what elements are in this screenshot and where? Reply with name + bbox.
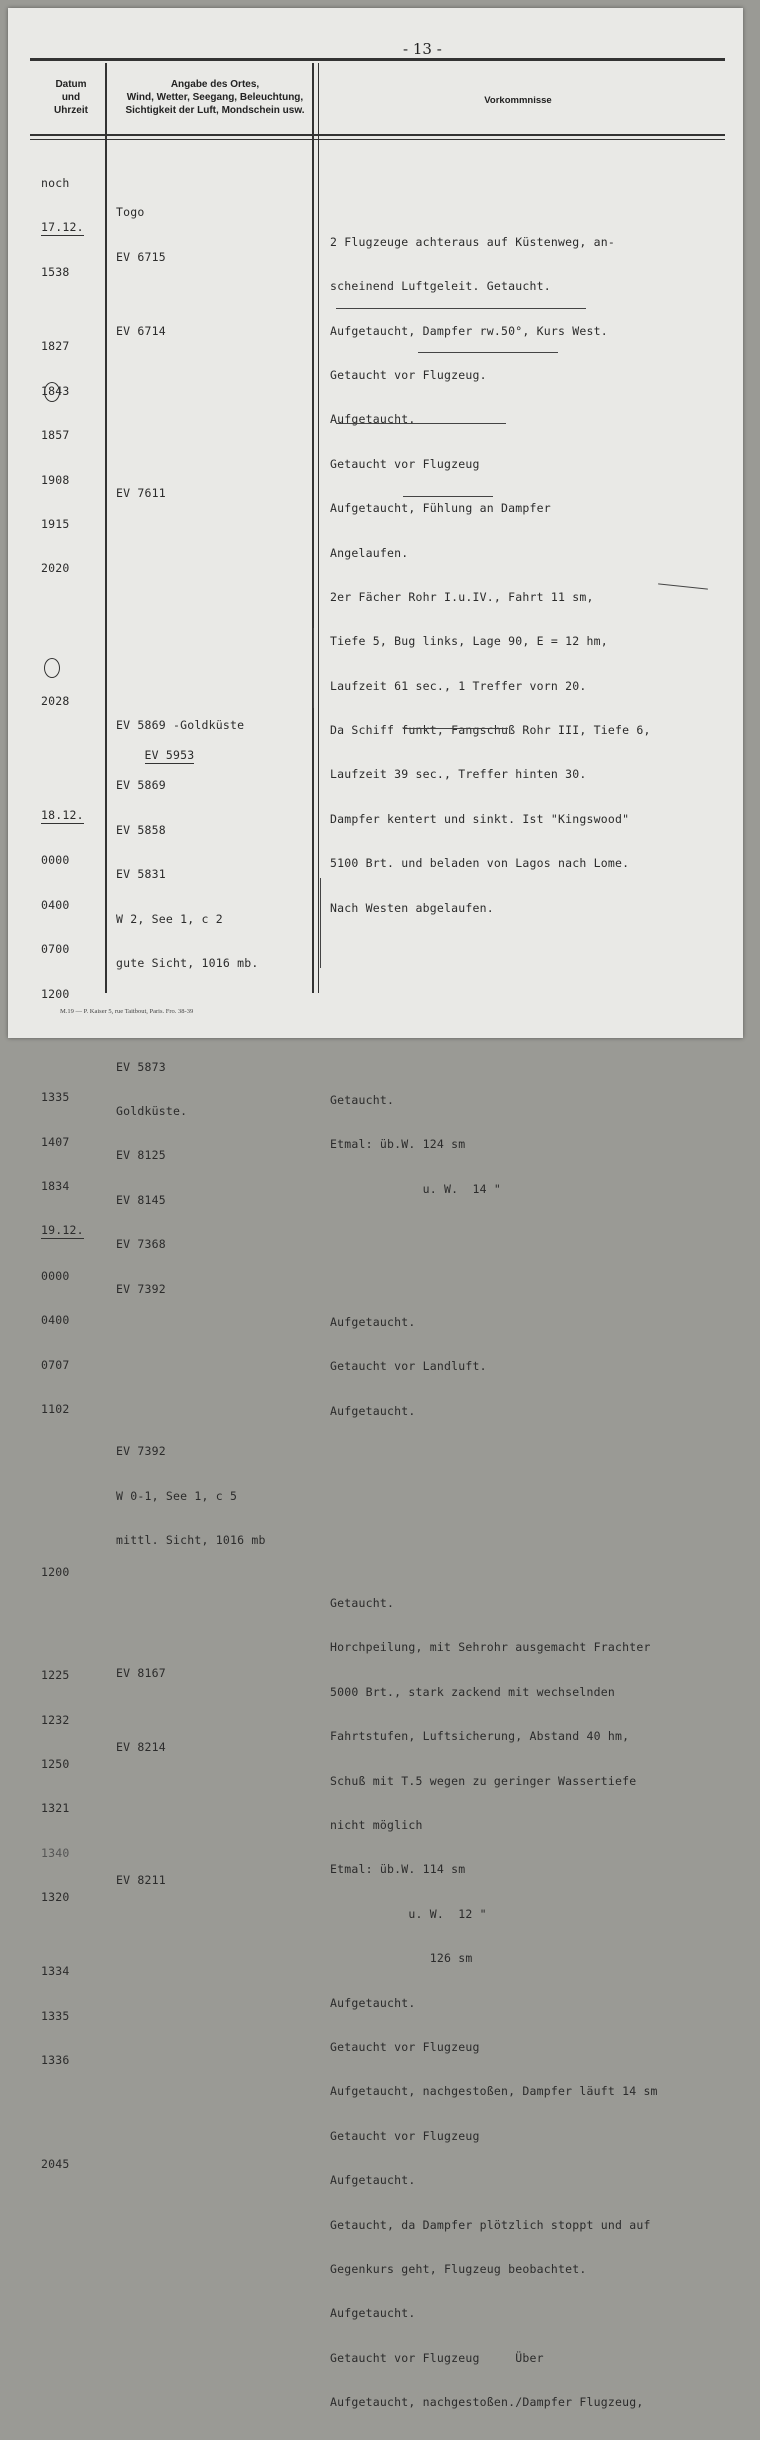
time-row: 0400 [41, 1313, 70, 1328]
time-row: 1225 [41, 1668, 70, 1683]
time-row: noch [41, 175, 70, 190]
punch-hole-mark [44, 382, 60, 402]
event-row: Aufgetaucht. [330, 2306, 416, 2321]
place-row: gute Sicht, 1016 mb. [116, 956, 259, 971]
time-row: 1538 [41, 265, 70, 280]
event-row: Getaucht vor Landluft. [330, 1359, 487, 1374]
place-row: EV 5873 [116, 1059, 166, 1074]
event-row: Getaucht vor Flugzeug [330, 2128, 480, 2143]
column-divider-2b [318, 63, 319, 993]
top-rule [30, 58, 725, 61]
time-row: 0400 [41, 897, 70, 912]
event-row: u. W. 14 " [330, 1181, 501, 1196]
event-row: Getaucht vor Flugzeug [330, 2040, 480, 2054]
place-row: EV 8211 [116, 1873, 166, 1888]
logbook-page [8, 8, 743, 2410]
event-row: Getaucht vor Flugzeug Über [330, 2350, 544, 2365]
event-row: 2 Flugzeuge achteraus auf Küstenweg, an- [330, 234, 615, 249]
place-row: EV 5831 [116, 867, 166, 882]
event-row: Aufgetaucht, nachgestoßen, Dampfer läuft 14 sm [330, 2084, 658, 2099]
header-place-line-1: Angabe des Ortes, [170, 79, 260, 90]
event-row: Etmal: üb.W. 114 sm [330, 1862, 466, 1877]
time-row: 1232 [41, 1712, 70, 1727]
underline-mark [336, 423, 506, 424]
time-row: 1320 [41, 1890, 70, 1905]
time-row: 17.12. [41, 219, 84, 234]
event-row: Aufgetaucht. [330, 412, 416, 427]
event-row: Etmal: üb.W. 124 sm [330, 1137, 466, 1152]
time-row: 2020 [41, 561, 70, 576]
place-row: EV 7368 [116, 1237, 166, 1252]
time-row: 2045 [41, 2156, 70, 2171]
place-row: EV 5869 [116, 778, 166, 793]
place-row: EV 7392 [116, 1444, 166, 1459]
event-row: Tiefe 5, Bug links, Lage 90, E = 12 hm, [330, 634, 608, 649]
events-column [330, 146, 658, 2440]
event-row: Getaucht vor Flugzeug [330, 456, 480, 471]
place-row: EV 8167 [116, 1666, 166, 1681]
place-row: Goldküste. [116, 1104, 188, 1118]
time-row: 1915 [41, 516, 70, 531]
header-place-line-3: Sichtigkeit der Luft, Mondschein usw. [125, 105, 305, 116]
time-row: 1321 [41, 1801, 70, 1816]
event-row: 5000 Brt., stark zackend mit wechselnden [330, 1684, 615, 1699]
header-place-line-2: Wind, Wetter, Seegang, Beleuchtung, [126, 92, 304, 103]
time-row: 1407 [41, 1134, 70, 1149]
time-row: 1250 [41, 1757, 70, 1772]
event-row: Getaucht, da Dampfer plötzlich stoppt und auf [330, 2217, 651, 2232]
sum-rule-mark [403, 496, 493, 497]
time-row: 2028 [41, 694, 70, 709]
event-row: Fahrtstufen, Luftsicherung, Abstand 40 hm, [330, 1729, 630, 1744]
place-row: Togo [116, 205, 145, 220]
time-row: 18.12. [41, 808, 84, 823]
header-date-line-3: Uhrzeit [54, 105, 88, 116]
page-number: - 13 - [403, 40, 442, 58]
time-row: 0000 [41, 1268, 70, 1283]
event-row: Getaucht vor Flugzeug. [330, 367, 487, 382]
event-row: nicht möglich [330, 1818, 423, 1833]
place-row: EV 7611 [116, 486, 166, 501]
time-row: 1200 [41, 1564, 70, 1579]
event-row: scheinend Luftgeleit. Getaucht. [330, 279, 551, 294]
event-row: Nach Westen abgelaufen. [330, 900, 494, 915]
places-column [116, 146, 266, 1918]
time-row: 1843 [41, 383, 70, 398]
pen-stroke-mark [313, 628, 314, 708]
place-row: EV 5953 [144, 747, 195, 762]
time-row: 1336 [41, 2053, 70, 2067]
time-row: 1334 [41, 1964, 70, 1979]
pen-stroke-mark [658, 583, 708, 589]
time-row: 0707 [41, 1357, 70, 1372]
time-row: 0700 [41, 942, 70, 957]
header-place-column [110, 78, 320, 142]
time-row: 1102 [41, 1401, 70, 1416]
place-row: EV 8214 [116, 1740, 166, 1755]
time-row: 1827 [41, 339, 70, 354]
place-row: EV 6715 [116, 249, 166, 264]
times-column [41, 146, 84, 2201]
place-row: W 0-1, See 1, c 5 [116, 1488, 238, 1503]
header-bottom-rule-thin [30, 139, 725, 140]
time-row: 1908 [41, 472, 70, 487]
event-row: Angelaufen. [330, 545, 409, 560]
event-row: 5100 Brt. und beladen von Lagos nach Lome. [330, 856, 630, 871]
time-row: 1335 [41, 1090, 70, 1105]
event-row: Horchpeilung, mit Sehrohr ausgemacht Frachter [330, 1640, 651, 1655]
punch-hole-mark [44, 658, 60, 678]
event-row: Getaucht. [330, 1093, 395, 1107]
event-row: u. W. 12 " [330, 1906, 487, 1921]
event-row: Aufgetaucht, Fühlung an Dampfer [330, 501, 551, 516]
time-row: 1834 [41, 1178, 70, 1193]
time-row: 1200 [41, 986, 70, 1001]
event-row: Dampfer kentert und sinkt. Ist "Kingswood" [330, 811, 630, 826]
column-divider-1 [105, 63, 107, 993]
event-row: Schuß mit T.5 wegen zu geringer Wassertiefe [330, 1773, 637, 1788]
place-row: mittl. Sicht, 1016 mb [116, 1533, 266, 1548]
place-row: EV 5858 [116, 822, 166, 837]
time-row: 1857 [41, 428, 70, 443]
event-row: Aufgetaucht, nachgestoßen./Dampfer Flugzeug, [330, 2395, 644, 2410]
event-row: Da Schiff funkt, Fangschuß Rohr III, Tiefe 6, [330, 723, 651, 738]
event-row: 126 sm [330, 1951, 473, 1966]
header-date-line-2: und [61, 92, 81, 103]
event-row: Aufgetaucht. [330, 1403, 416, 1418]
place-row: EV 5869 -Goldküste [116, 718, 245, 733]
place-row: EV 8125 [116, 1148, 166, 1163]
place-row: EV 6714 [116, 323, 166, 338]
place-row: EV 7392 [116, 1281, 166, 1296]
header-date-column [38, 78, 104, 142]
pen-stroke-mark [320, 878, 321, 968]
event-row: Laufzeit 61 sec., 1 Treffer vorn 20. [330, 678, 587, 693]
header-date-line-1: Datum [55, 79, 87, 90]
event-row: 2er Fächer Rohr I.u.IV., Fahrt 11 sm, [330, 589, 594, 604]
time-row: 1335 [41, 2008, 70, 2023]
header-bottom-rule [30, 134, 725, 136]
time-row: 19.12. [41, 1223, 84, 1238]
place-row: W 2, See 1, c 2 [116, 911, 223, 926]
event-row: Aufgetaucht. [330, 1314, 416, 1329]
column-divider-2 [312, 63, 314, 993]
time-row: 1340 [41, 1845, 70, 1860]
time-row: 0000 [41, 853, 70, 868]
header-events-column: Vorkommnisse [484, 95, 552, 106]
place-row: EV 8145 [116, 1192, 166, 1207]
event-row: Laufzeit 39 sec., Treffer hinten 30. [330, 767, 587, 782]
event-row: Aufgetaucht. [330, 1995, 416, 2010]
event-row: Gegenkurs geht, Flugzeug beobachtet. [330, 2261, 587, 2276]
event-row: Aufgetaucht. [330, 2173, 416, 2188]
printer-imprint: M.19 — P. Kaiser 5, rue Taitbout, Paris. Fro. 38-39 [60, 1008, 194, 1015]
sum-rule-mark [403, 728, 508, 729]
underline-mark [336, 308, 586, 309]
event-row: Aufgetaucht, Dampfer rw.50°, Kurs West. [330, 323, 608, 338]
underline-mark [418, 352, 558, 353]
event-row: Getaucht. [330, 1596, 395, 1611]
